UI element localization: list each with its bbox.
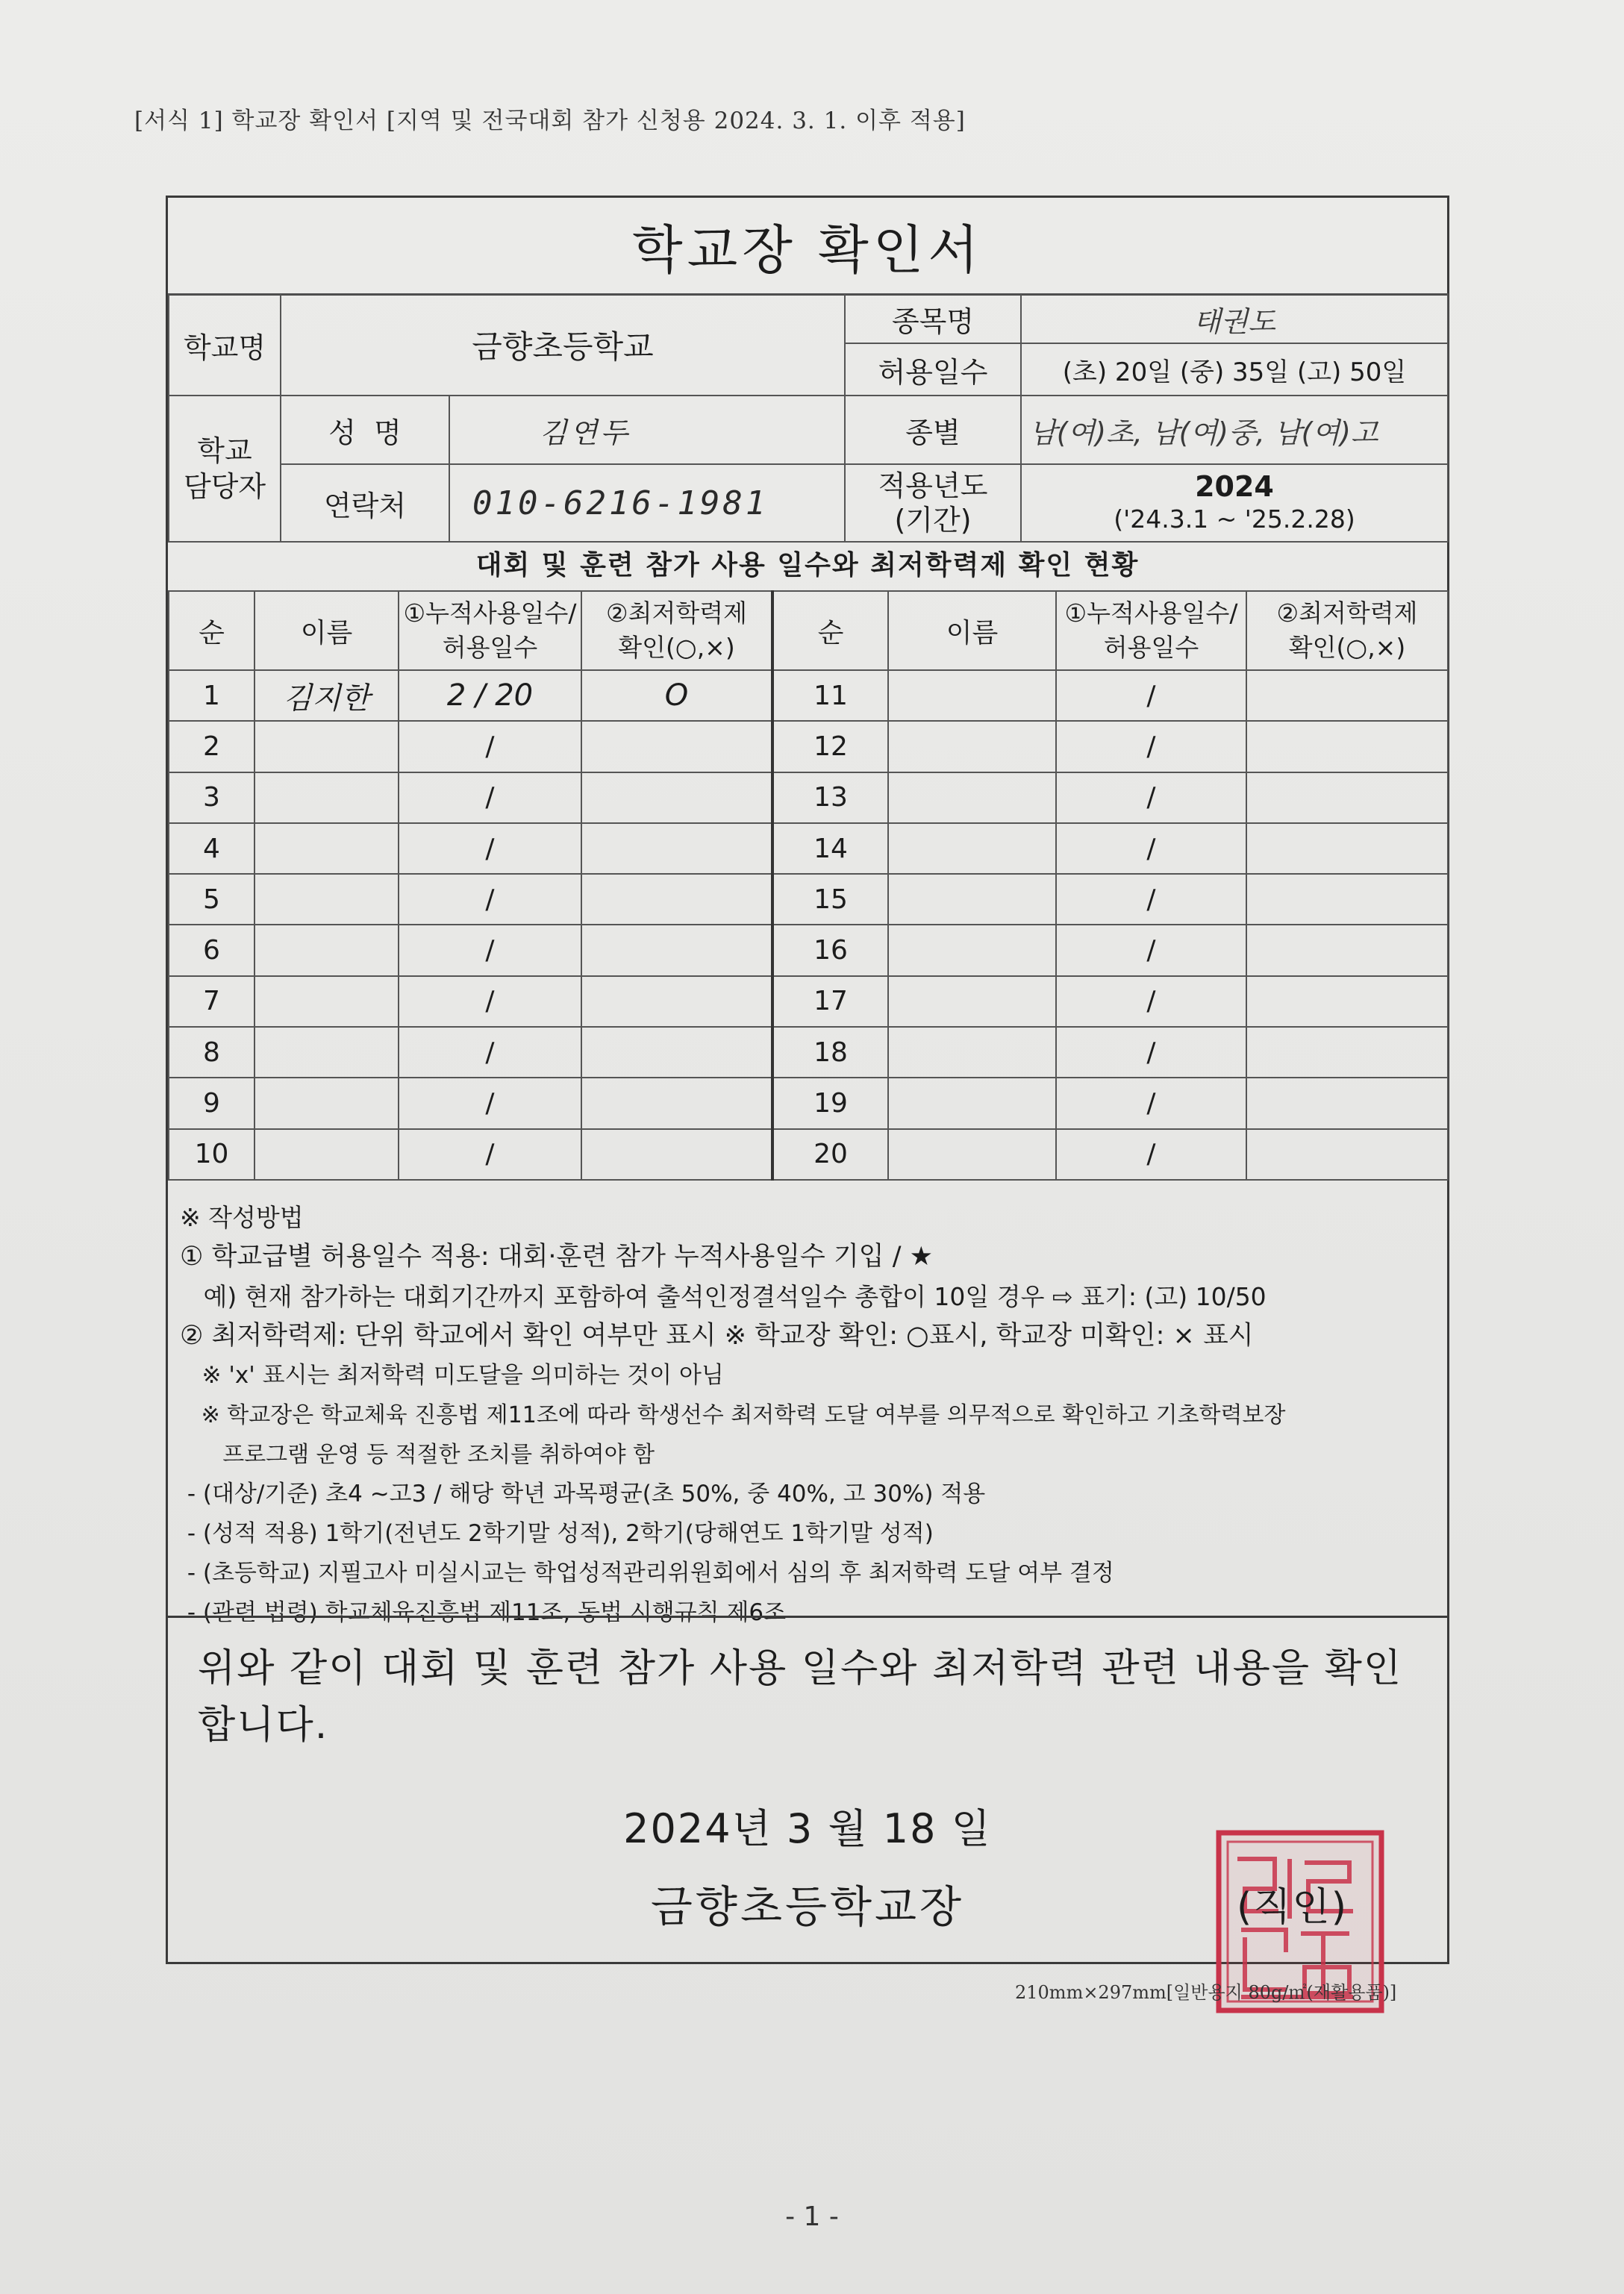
row-no-cell: 13 [772, 772, 888, 823]
name-value: 김연두 [449, 396, 845, 464]
form-title: 학교장 확인서 [168, 198, 1447, 296]
allowed-days-label: 허용일수 [845, 343, 1021, 396]
row-check-cell [581, 1078, 772, 1128]
row-days-cell: / [1056, 874, 1246, 925]
table-row [169, 823, 1448, 874]
row-no-cell: 8 [169, 1027, 254, 1078]
gender-value: 남(여)초, 남(여)중, 남(여)고 [1021, 396, 1448, 464]
row-check-cell [1246, 976, 1448, 1027]
row-check-cell [1246, 1129, 1448, 1180]
school-value: 금향초등학교 [281, 294, 845, 396]
row-check-cell [581, 823, 772, 874]
year-period: ('24.3.1 ~ '25.2.28) [1114, 504, 1355, 534]
info-table [168, 293, 1449, 543]
row-days-cell: / [399, 823, 581, 874]
row-name-cell [888, 1078, 1056, 1128]
row-check-cell [1246, 1078, 1448, 1128]
row-days-cell: / [1056, 1129, 1246, 1180]
row-name-cell [888, 874, 1056, 925]
note-line: ※ 'x' 표시는 최저학력 미도달을 의미하는 것이 아님 [180, 1362, 724, 1389]
row-days-cell: / [399, 925, 581, 975]
row-name-cell [888, 925, 1056, 975]
contact-value: 010-6216-1981 [449, 464, 845, 542]
row-name-cell [254, 772, 399, 823]
row-days-cell: / [1056, 1078, 1246, 1128]
header-name-right: 이름 [888, 591, 1056, 670]
row-days-cell: / [399, 721, 581, 772]
row-days-cell: / [1056, 976, 1246, 1027]
row-check-cell [1246, 721, 1448, 772]
table-row [169, 670, 1448, 721]
row-days-cell: / [399, 772, 581, 823]
contact-label: 연락처 [281, 464, 449, 542]
year-label-line2: (기간) [894, 504, 972, 537]
row-name-cell [888, 721, 1056, 772]
year-value: 2024 [1195, 470, 1274, 503]
row-check-cell [581, 772, 772, 823]
row-no-cell: 14 [772, 823, 888, 874]
sport-value: 태권도 [1021, 294, 1448, 343]
manager-label: 학교 담당자 [169, 396, 281, 542]
header-check-left-l2: 확인(○,×) [618, 633, 735, 662]
row-no-cell: 18 [772, 1027, 888, 1078]
confirmation-area [168, 1616, 1447, 1969]
header-check-left [581, 591, 772, 670]
sport-label: 종목명 [845, 294, 1021, 343]
row-name-cell [254, 823, 399, 874]
paper-spec-footnote: 210mm×297mm[일반용지 80g/㎡(재활용품)] [1015, 1982, 1397, 2003]
header-check-right [1246, 591, 1448, 670]
row-days-cell: / [1056, 1027, 1246, 1078]
row-no-cell: 11 [772, 670, 888, 721]
note-line: - (관련 법령) 학교체육진흥법 제11조, 동법 시행규칙 제6조 [180, 1599, 787, 1626]
row-no-cell: 9 [169, 1078, 254, 1128]
header-days-left-l2: 허용일수 [442, 633, 538, 662]
header-no-left: 순 [169, 591, 254, 670]
row-check-cell [581, 1027, 772, 1078]
row-no-cell: 15 [772, 874, 888, 925]
row-days-cell: / [1056, 721, 1246, 772]
table-row [169, 721, 1448, 772]
row-name-cell [888, 976, 1056, 1027]
gender-label: 종별 [845, 396, 1021, 464]
row-days-cell: / [1056, 925, 1246, 975]
note-line: - (초등학교) 지필고사 미실시교는 학업성적관리위원회에서 심의 후 최저학력 도달 여부 결정 [180, 1560, 1114, 1587]
row-no-cell: 10 [169, 1129, 254, 1180]
name-label: 성 명 [281, 396, 449, 464]
row-days-cell: / [1056, 772, 1246, 823]
table-row [169, 976, 1448, 1027]
row-name-cell [888, 1027, 1056, 1078]
row-check-cell [581, 925, 772, 975]
row-name-cell [888, 823, 1056, 874]
table-row [169, 1027, 1448, 1078]
row-days-cell: / [399, 874, 581, 925]
row-check-cell [1246, 823, 1448, 874]
year-value-cell [1021, 464, 1448, 542]
records-body [169, 670, 1448, 1180]
note-line: ※ 작성방법 [180, 1203, 304, 1232]
row-name-cell [888, 1129, 1056, 1180]
allowed-days-value: (초) 20일 (중) 35일 (고) 50일 [1021, 343, 1448, 396]
header-days-right [1056, 591, 1246, 670]
row-check-cell: O [581, 670, 772, 721]
row-name-cell [888, 772, 1056, 823]
row-check-cell [581, 874, 772, 925]
table-row [169, 772, 1448, 823]
school-label: 학교명 [169, 294, 281, 396]
row-check-cell [1246, 1027, 1448, 1078]
row-name-cell [254, 1078, 399, 1128]
row-no-cell: 6 [169, 925, 254, 975]
row-name-cell [254, 976, 399, 1027]
confirmation-form [166, 196, 1449, 1964]
header-days-right-l1: ①누적사용일수/ [1064, 598, 1238, 628]
row-no-cell: 3 [169, 772, 254, 823]
row-name-cell [888, 670, 1056, 721]
row-days-cell: / [1056, 823, 1246, 874]
header-check-left-l1: ②최저학력제 [606, 598, 747, 628]
note-line: ※ 학교장은 학교체육 진흥법 제11조에 따라 학생선수 최저학력 도달 여부를 의무적으로 확인하고 기초학력보장 [180, 1402, 1286, 1428]
note-line: ① 학교급별 허용일수 적용: 대회·훈련 참가 누적사용일수 기입 / ★ [180, 1242, 934, 1272]
row-name-cell [254, 925, 399, 975]
header-days-right-l2: 허용일수 [1103, 633, 1199, 662]
row-days-cell: / [399, 1078, 581, 1128]
writing-instructions [180, 1198, 1441, 1633]
table-row [169, 925, 1448, 975]
header-name-left: 이름 [254, 591, 399, 670]
row-days-cell: / [1056, 670, 1246, 721]
row-check-cell [1246, 925, 1448, 975]
row-check-cell [581, 1129, 772, 1180]
header-days-left-l1: ①누적사용일수/ [403, 598, 577, 628]
row-name-cell [254, 874, 399, 925]
row-days-cell: / [399, 976, 581, 1027]
row-no-cell: 17 [772, 976, 888, 1027]
note-line: - (성적 적용) 1학기(전년도 2학기말 성적), 2학기(당해연도 1학기말 성적) [180, 1520, 934, 1547]
table-row [169, 874, 1448, 925]
row-no-cell: 7 [169, 976, 254, 1027]
row-no-cell: 1 [169, 670, 254, 721]
header-check-right-l2: 확인(○,×) [1288, 633, 1406, 662]
row-check-cell [1246, 874, 1448, 925]
row-check-cell [1246, 772, 1448, 823]
row-no-cell: 5 [169, 874, 254, 925]
note-line: ② 최저학력제: 단위 학교에서 확인 여부만 표시 ※ 학교장 확인: ○표시, 학교장 미확인: × 표시 [180, 1321, 1254, 1351]
row-no-cell: 19 [772, 1078, 888, 1128]
row-check-cell [1246, 670, 1448, 721]
row-name-cell: 김지한 [254, 670, 399, 721]
table-row [169, 1129, 1448, 1180]
seal-label: (직인) [1237, 1885, 1349, 1930]
note-line: - (대상/기준) 초4 ~고3 / 해당 학년 과목평균(초 50%, 중 40%, 고 30%) 적용 [180, 1481, 986, 1507]
note-line: 프로그램 운영 등 적절한 조치를 취하여야 함 [180, 1442, 655, 1468]
confirmation-statement: 위와 같이 대회 및 훈련 참가 사용 일수와 최저학력 관련 내용을 확인 합니다. [198, 1646, 1403, 1748]
table-row [169, 1078, 1448, 1128]
row-name-cell [254, 1027, 399, 1078]
principal-title: 금향초등학교장 [650, 1881, 965, 1932]
records-table [168, 590, 1449, 1181]
row-days-cell: 2 / 20 [399, 670, 581, 721]
issue-date: 2024년 3 월 18 일 [623, 1805, 992, 1852]
row-name-cell [254, 1129, 399, 1180]
year-label [845, 464, 1021, 542]
header-days-left [399, 591, 581, 670]
row-no-cell: 16 [772, 925, 888, 975]
page-number: - 1 - [785, 2201, 839, 2232]
header-no-right: 순 [772, 591, 888, 670]
header-check-right-l1: ②최저학력제 [1276, 598, 1418, 628]
form-header-line: [서식 1] 학교장 확인서 [지역 및 전국대회 참가 신청용 2024. 3. 1. 이후 적용] [134, 107, 966, 134]
section-title: 대회 및 훈련 참가 사용 일수와 최저학력제 확인 현황 [168, 541, 1447, 592]
row-no-cell: 2 [169, 721, 254, 772]
row-no-cell: 4 [169, 823, 254, 874]
row-no-cell: 20 [772, 1129, 888, 1180]
row-days-cell: / [399, 1027, 581, 1078]
row-days-cell: / [399, 1129, 581, 1180]
row-check-cell [581, 721, 772, 772]
row-name-cell [254, 721, 399, 772]
row-no-cell: 12 [772, 721, 888, 772]
year-label-line1: 적용년도 [878, 469, 988, 502]
note-line: 예) 현재 참가하는 대회기간까지 포함하여 출석인정결석일수 총합이 10일 경우 ⇨ 표기: (고) 10/50 [180, 1282, 1267, 1311]
row-check-cell [581, 976, 772, 1027]
